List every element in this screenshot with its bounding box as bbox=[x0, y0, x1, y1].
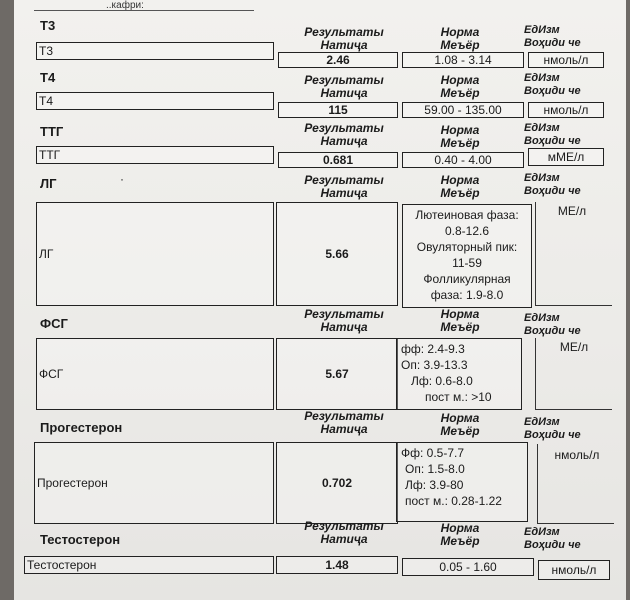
unit-border bbox=[535, 338, 536, 410]
results-header: Результаты Натиҷа bbox=[304, 173, 384, 200]
lab-report-sheet bbox=[14, 0, 626, 600]
unit-value: нмоль/л bbox=[528, 102, 604, 118]
norm-header: Норма Меъёр bbox=[440, 123, 480, 150]
test-title: Тестостерон bbox=[40, 532, 121, 547]
results-header: Результаты Натиҷа bbox=[304, 409, 384, 436]
unit-border bbox=[536, 305, 612, 306]
unit-border bbox=[538, 523, 614, 524]
results-header: Результаты Натиҷа bbox=[304, 519, 384, 546]
result-value: 5.66 bbox=[276, 202, 398, 306]
results-header: Результаты Натиҷа bbox=[304, 73, 384, 100]
norm-value: Фф: 0.5-7.7 Оп: 1.5-8.0 Лф: 3.9-80 пост м.: 0.28-1.22 bbox=[396, 442, 528, 522]
norm-header: Норма Меъёр bbox=[440, 173, 480, 200]
result-value: 0.681 bbox=[278, 152, 398, 168]
unit-value: нмоль/л bbox=[554, 448, 600, 462]
result-value: 5.67 bbox=[276, 338, 398, 410]
unit-header: ЕдИзм Воҳиди че bbox=[524, 72, 581, 97]
result-value: 0.702 bbox=[276, 442, 398, 524]
test-title: ЛГ bbox=[40, 176, 57, 191]
top-rule bbox=[34, 10, 254, 11]
test-title: Прогестерон bbox=[40, 420, 123, 435]
test-title: ТТГ bbox=[40, 124, 64, 139]
unit-value: МЕ/л bbox=[559, 340, 589, 354]
top-text: ..кафри: bbox=[106, 0, 144, 11]
stray-mark: · bbox=[120, 172, 124, 186]
norm-value: 59.00 - 135.00 bbox=[402, 102, 524, 118]
unit-header: ЕдИзм Воҳиди че bbox=[524, 416, 581, 441]
norm-header: Норма Меъёр bbox=[440, 25, 480, 52]
unit-header: ЕдИзм Воҳиди че bbox=[524, 312, 581, 337]
test-name-cell: Тестостерон bbox=[24, 556, 274, 574]
unit-value: МЕ/л bbox=[557, 204, 587, 218]
test-name-cell: Т3 bbox=[36, 42, 274, 60]
test-title: Т4 bbox=[40, 70, 56, 85]
result-value: 115 bbox=[278, 102, 398, 118]
test-name-cell: Т4 bbox=[36, 92, 274, 110]
unit-border bbox=[537, 444, 538, 524]
results-header: Результаты Натиҷа bbox=[304, 121, 384, 148]
unit-border bbox=[535, 202, 536, 306]
norm-header: Норма Меъёр bbox=[440, 521, 480, 548]
norm-value: фф: 2.4-9.3 Оп: 3.9-13.3 Лф: 0.6-8.0 пост м.: >10 bbox=[396, 338, 522, 410]
unit-header: ЕдИзм Воҳиди че bbox=[524, 526, 581, 551]
test-name-cell: ЛГ bbox=[36, 202, 274, 306]
norm-header: Норма Меъёр bbox=[440, 411, 480, 438]
norm-value: Лютеиновая фаза: 0.8-12.6 Овуляторный пик: 11-59 Фолликулярная фаза: 1.9-8.0 bbox=[402, 204, 532, 308]
test-name-cell: ТТГ bbox=[36, 146, 274, 164]
unit-value: нмоль/л bbox=[538, 560, 610, 580]
results-header: Результаты Натиҷа bbox=[304, 307, 384, 334]
norm-header: Норма Меъёр bbox=[440, 307, 480, 334]
unit-header: ЕдИзм Воҳиди че bbox=[524, 172, 581, 197]
norm-value: 0.05 - 1.60 bbox=[402, 558, 534, 576]
test-name-cell: ФСГ bbox=[36, 338, 274, 410]
norm-value: 1.08 - 3.14 bbox=[402, 52, 524, 68]
results-header: Результаты Натиҷа bbox=[304, 25, 384, 52]
result-value: 2.46 bbox=[278, 52, 398, 68]
test-title: ФСГ bbox=[40, 316, 68, 331]
unit-header: ЕдИзм Воҳиди че bbox=[524, 122, 581, 147]
test-name-cell: Прогестерон bbox=[34, 442, 274, 524]
unit-value: мМЕ/л bbox=[528, 148, 604, 166]
norm-value: 0.40 - 4.00 bbox=[402, 152, 524, 168]
result-value: 1.48 bbox=[276, 556, 398, 574]
unit-value: нмоль/л bbox=[528, 52, 604, 68]
norm-header: Норма Меъёр bbox=[440, 73, 480, 100]
unit-header: ЕдИзм Воҳиди че bbox=[524, 24, 581, 49]
unit-border bbox=[536, 409, 612, 410]
test-title: Т3 bbox=[40, 18, 56, 33]
